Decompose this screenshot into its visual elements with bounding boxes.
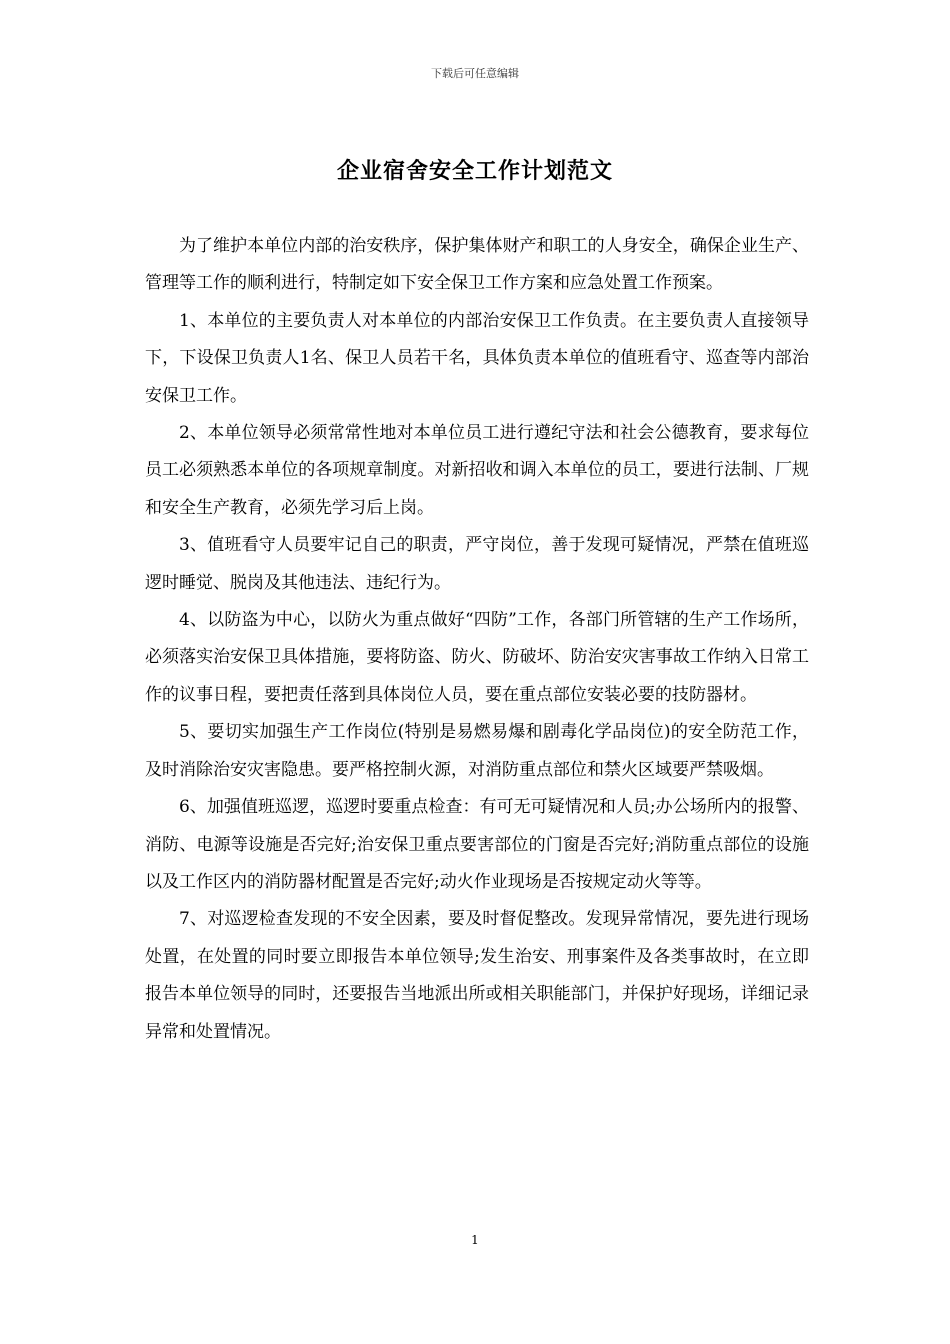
page-number: 1	[471, 1233, 479, 1247]
paragraph-item-1: 1、本单位的主要负责人对本单位的内部治安保卫工作负责。在主要负责人直接领导下，下设保卫负责人1名、保卫人员若干名，具体负责本单位的值班看守、巡查等内部治安保卫工作。	[145, 310, 809, 406]
paragraph-intro: 为了维护本单位内部的治安秩序，保护集体财产和职工的人身安全，确保企业生产、管理等工作的顺利进行，特制定如下安全保卫工作方案和应急处置工作预案。	[145, 236, 809, 294]
document-body	[145, 228, 809, 1051]
paragraph-item-6: 6、加强值班巡逻，巡逻时要重点检查：有可无可疑情况和人员;办公场所内的报警、消防、电源等设施是否完好;治安保卫重点要害部位的门窗是否完好;消防重点部位的设施以及工作区内的消防器材配置是否完好;动火作业现场是否按规定动火等等。	[145, 797, 809, 892]
paragraph-item-5: 5、要切实加强生产工作岗位(特别是易燃易爆和剧毒化学品岗位)的安全防范工作，及时消除治安灾害隐患。要严格控制火源，对消防重点部位和禁火区域要严禁吸烟。	[145, 722, 809, 780]
paragraph-item-7: 7、对巡逻检查发现的不安全因素，要及时督促整改。发现异常情况，要先进行现场处置，在处置的同时要立即报告本单位领导;发生治安、刑事案件及各类事故时，在立即报告本单位领导的同时，还要报告当地派出所或相关职能部门，并保护好现场，详细记录异常和处置情况。	[145, 909, 809, 1042]
paragraph-item-3: 3、值班看守人员要牢记自己的职责，严守岗位，善于发现可疑情况，严禁在值班巡逻时睡觉、脱岗及其他违法、违纪行为。	[145, 535, 809, 593]
paragraph-item-4: 4、以防盗为中心，以防火为重点做好“四防”工作，各部门所管辖的生产工作场所，必须落实治安保卫具体措施，要将防盗、防火、防破坏、防治安灾害事故工作纳入日常工作的议事日程，要把责任落到具体岗位人员，要在重点部位安装必要的技防器材。	[145, 610, 809, 705]
document-title: 企业宿舍安全工作计划范文	[336, 158, 613, 184]
paragraph-item-2: 2、本单位领导必须常常性地对本单位员工进行遵纪守法和社会公德教育，要求每位员工必须熟悉本单位的各项规章制度。对新招收和调入本单位的员工，要进行法制、厂规和安全生产教育，必须先学习后上岗。	[145, 423, 809, 518]
header-note: 下载后可任意编辑	[431, 67, 519, 80]
